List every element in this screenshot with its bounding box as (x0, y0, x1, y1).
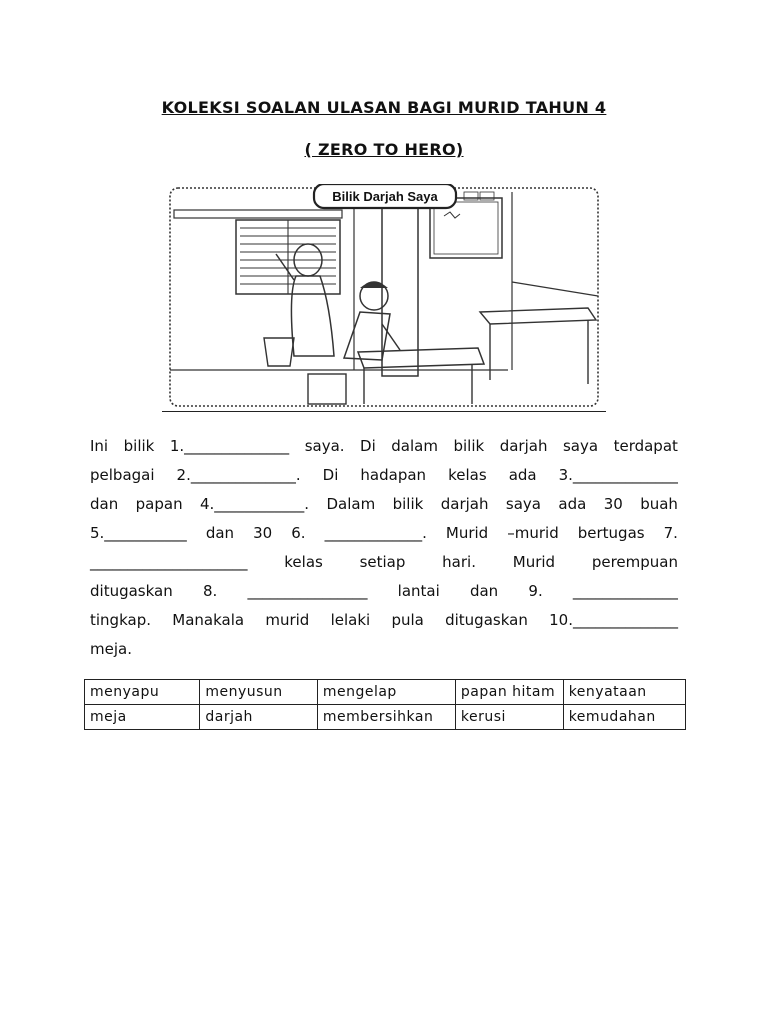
passage-word: bertugas (577, 524, 645, 542)
blank-answer: 2.______________. (176, 466, 301, 484)
blank-answer: ______________ (572, 582, 678, 600)
passage-word: Murid (512, 553, 556, 571)
illustration-caption: Bilik Darjah Saya (332, 189, 438, 204)
blank-answer: 10.______________ (549, 611, 678, 629)
passage-word: dan (469, 582, 499, 600)
word-bank-cell: kerusi (455, 705, 563, 730)
blank-answer: 4.____________. (199, 495, 310, 513)
passage-word: ditugaskan (90, 582, 173, 600)
passage-word: hadapan (360, 466, 427, 484)
passage-word: kelas (448, 466, 487, 484)
blank-answer: _____________. (324, 524, 427, 542)
passage-word: Ini (90, 437, 109, 455)
passage-word: perempuan (591, 553, 678, 571)
passage-word: –murid (507, 524, 559, 542)
passage-word: murid (265, 611, 310, 629)
blank-answer: 3.______________ (558, 466, 678, 484)
passage-line (90, 519, 678, 548)
passage-word: papan (135, 495, 183, 513)
word-bank-cell: membersihkan (317, 705, 455, 730)
word-bank-cell: mengelap (317, 680, 455, 705)
passage-word: 8. (202, 582, 218, 600)
passage-word: saya (505, 495, 541, 513)
passage-line (90, 577, 678, 606)
passage-word: Di (360, 437, 376, 455)
passage-word: Di (322, 466, 339, 484)
passage-line (90, 490, 678, 519)
passage-word: 9. (528, 582, 543, 600)
passage-word: lantai (397, 582, 440, 600)
passage-word: kelas (284, 553, 323, 571)
passage-word: darjah (499, 437, 548, 455)
passage-word: hari. (442, 553, 476, 571)
passage-line (90, 606, 678, 635)
word-bank-row (85, 680, 686, 705)
passage-word: lelaki (330, 611, 371, 629)
passage-word: Dalam (326, 495, 376, 513)
passage-line (90, 461, 678, 490)
passage-word: setiap (359, 553, 406, 571)
word-bank-cell: menyusun (200, 680, 317, 705)
passage-word: 30 (603, 495, 623, 513)
word-bank-cell: papan hitam (455, 680, 563, 705)
page-subtitle: ( ZERO TO HERO) (304, 140, 464, 159)
passage-word: saya. (304, 437, 345, 455)
word-bank-row (85, 705, 686, 730)
word-bank-cell: menyapu (85, 680, 200, 705)
passage-word: dan (90, 495, 119, 513)
passage-line (90, 432, 678, 461)
passage-word: 30 (253, 524, 273, 542)
word-bank-table (84, 679, 686, 730)
passage-word: dalam (391, 437, 438, 455)
passage-word: 6. (291, 524, 306, 542)
passage-word: bilik (123, 437, 155, 455)
page-title: KOLEKSI SOALAN ULASAN BAGI MURID TAHUN 4 (161, 98, 607, 117)
word-bank-cell: meja (85, 705, 200, 730)
passage-word: meja. (90, 640, 132, 658)
passage-word: ada (508, 466, 537, 484)
word-bank-cell: kemudahan (563, 705, 685, 730)
blank-answer: 1.______________ (169, 437, 290, 455)
passage-word: saya (562, 437, 599, 455)
passage-word: tingkap. (90, 611, 151, 629)
passage-word: dan (205, 524, 235, 542)
passage-word: bilik (392, 495, 424, 513)
passage-line (90, 635, 678, 664)
passage-word: buah (640, 495, 678, 513)
blank-answer: ________________ (247, 582, 368, 600)
passage-word: Manakala (172, 611, 245, 629)
passage-line (90, 548, 678, 577)
divider-line (162, 411, 606, 412)
passage-word: ditugaskan (445, 611, 528, 629)
passage-word: Murid (445, 524, 489, 542)
blank-answer: _____________________ (90, 553, 248, 571)
passage-word: terdapat (613, 437, 678, 455)
word-bank-cell: kenyataan (563, 680, 685, 705)
passage-word: pelbagai (90, 466, 155, 484)
word-bank-cell: darjah (200, 705, 317, 730)
classroom-illustration (168, 184, 600, 408)
passage-word: ada (558, 495, 587, 513)
passage-word: 7. (663, 524, 678, 542)
passage-word: pula (391, 611, 424, 629)
blank-answer: 5.___________ (90, 524, 187, 542)
passage-word: darjah (440, 495, 489, 513)
passage-word: bilik (453, 437, 485, 455)
cloze-passage (90, 432, 678, 664)
